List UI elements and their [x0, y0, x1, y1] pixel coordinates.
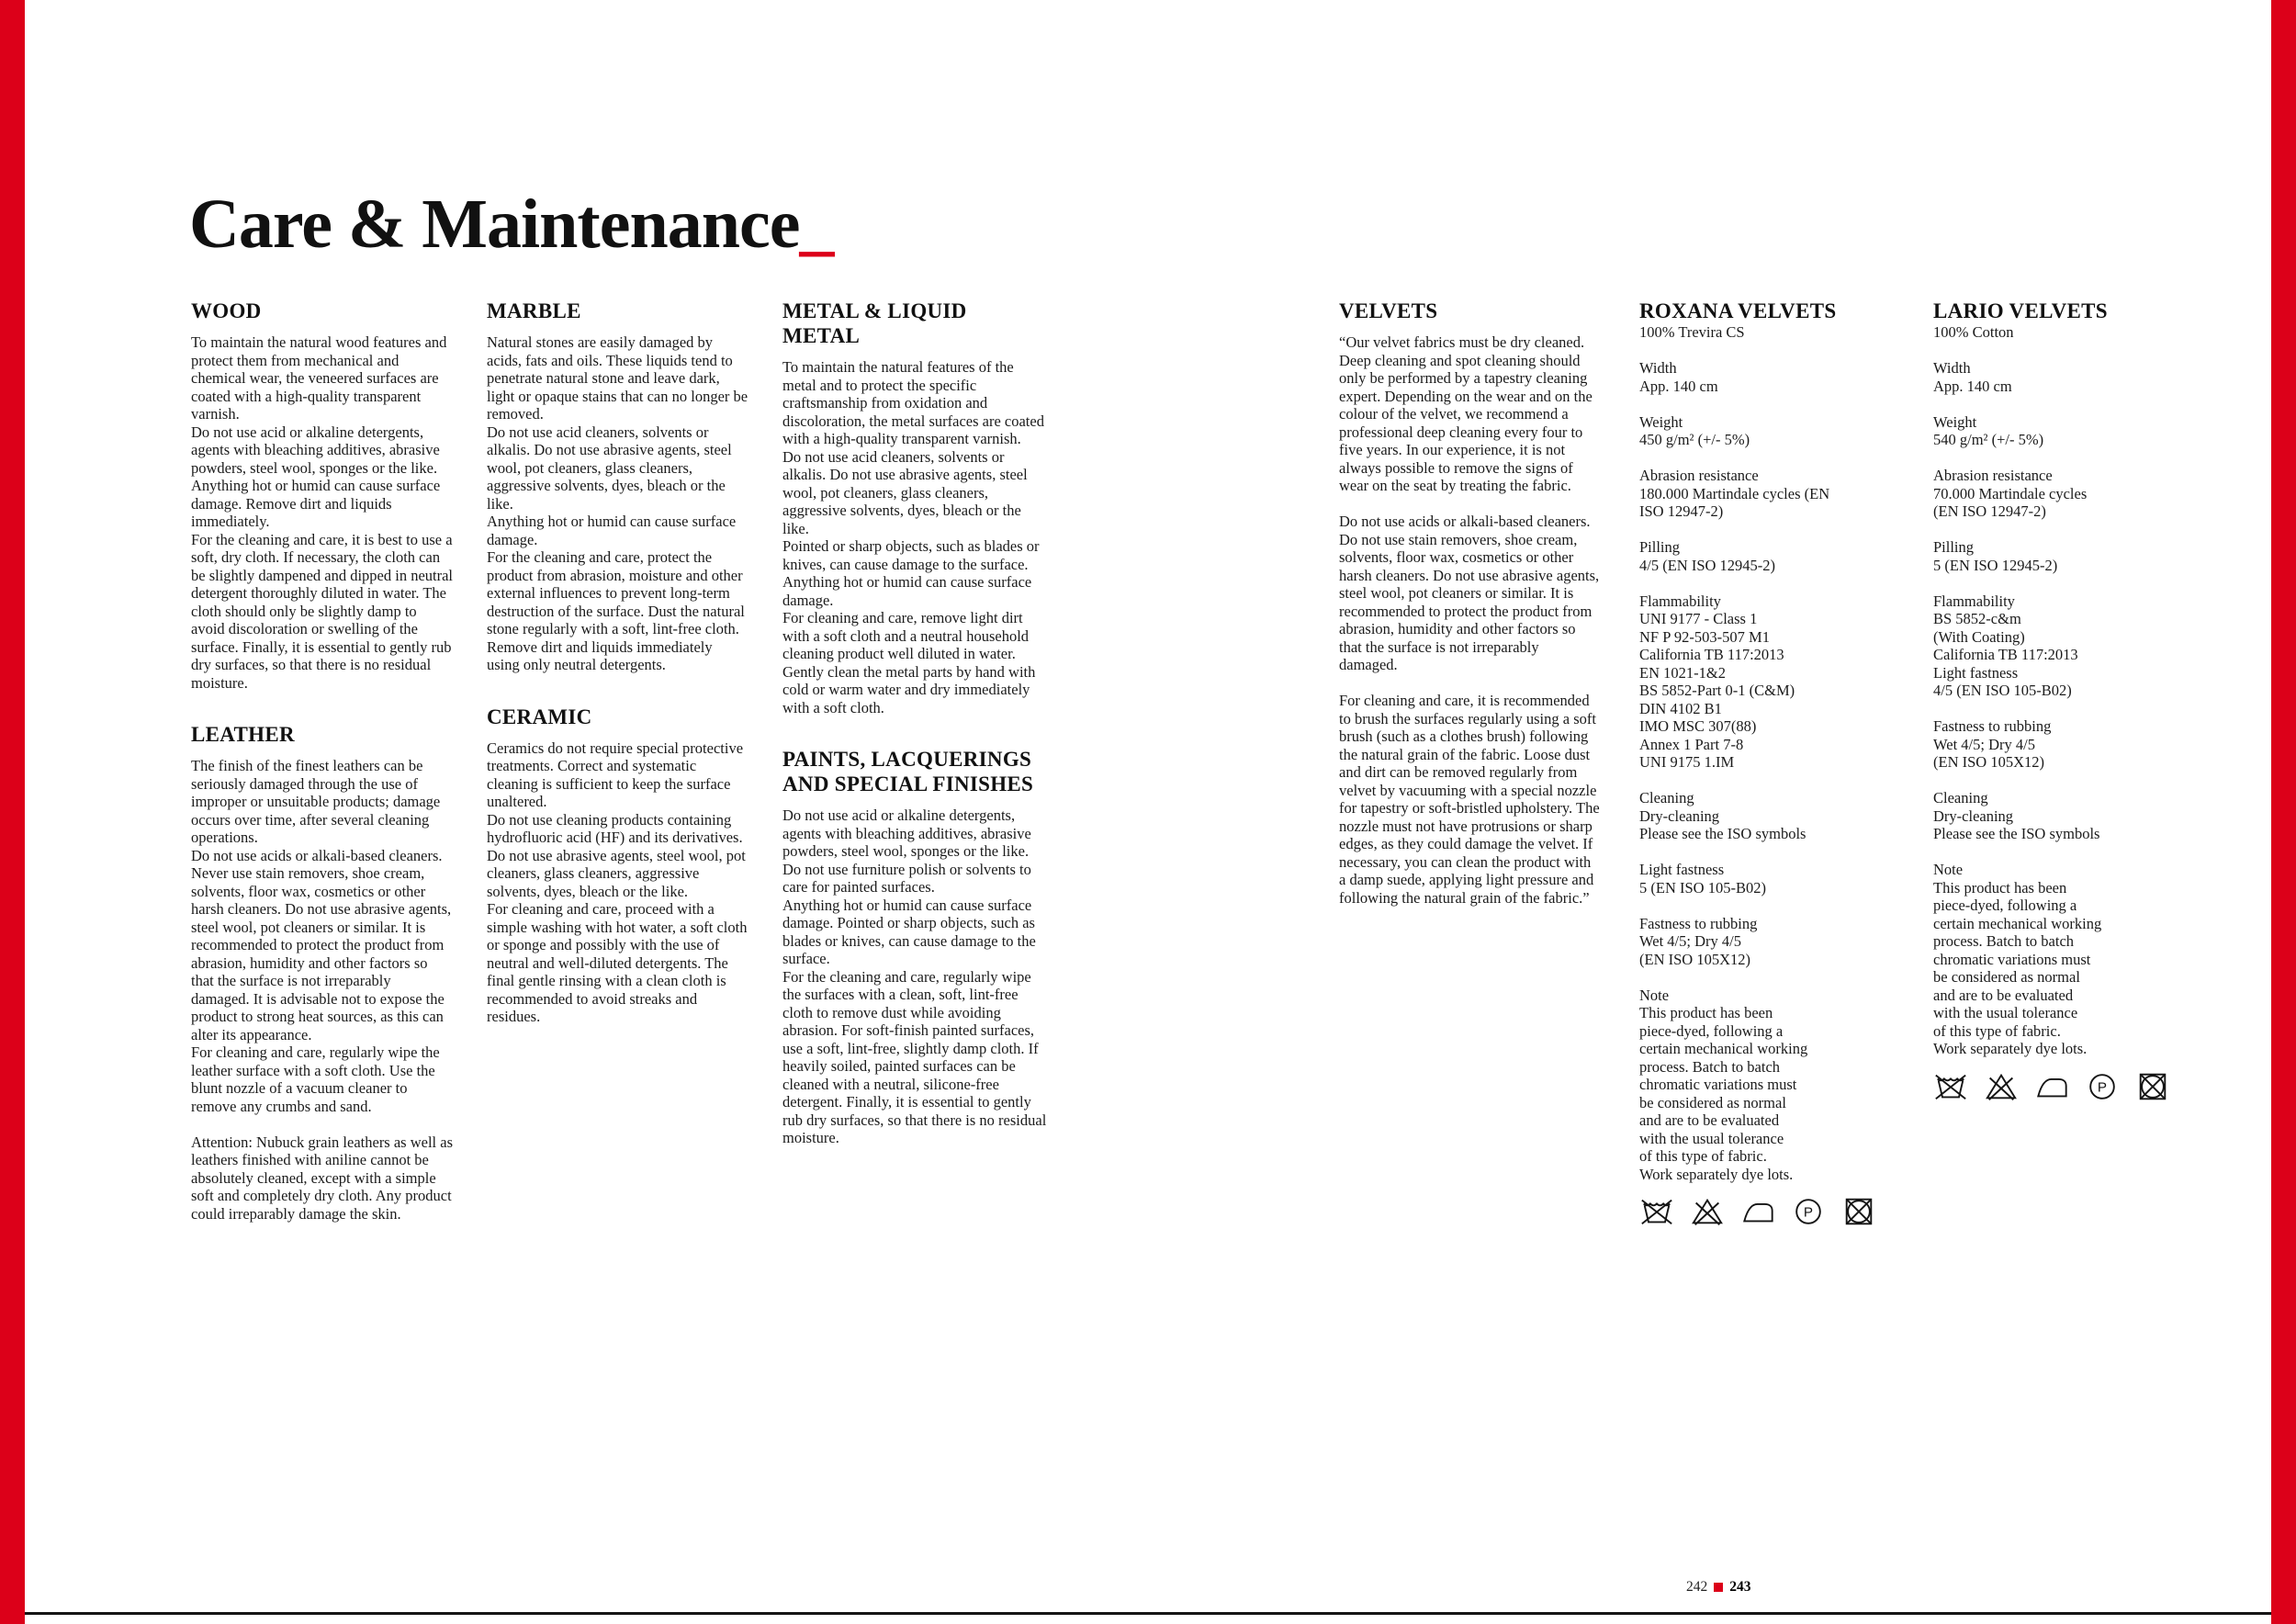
paragraph: Do not use cleaning products containing hydrofluoric acid (HF) and its derivatives. Do not use abrasive agents, steel wool, pot cleaners, glass cleaners, aggressive solvents, dyes, bleach or the like.: [487, 810, 746, 900]
paragraph: [1339, 495, 1601, 513]
spec-line: [1933, 449, 2204, 468]
spec-line: [1639, 574, 1898, 592]
spec-line: UNI 9177 - Class 1: [1639, 610, 1758, 627]
spec-line: Width: [1639, 359, 1677, 377]
spec-line: UNI 9175 1.IM: [1639, 753, 1735, 771]
spec-line: Pilling: [1639, 538, 1681, 556]
professional-dry-clean-p-icon: [2085, 1071, 2120, 1102]
spec-line: [1933, 574, 2204, 592]
page-number-right: 243: [1729, 1579, 1751, 1595]
do-not-tumble-dry-icon: [2135, 1071, 2170, 1102]
spec-line: Weight: [1639, 412, 1683, 431]
spec-line: Flammability: [1933, 592, 2015, 610]
spec-line: Note: [1639, 986, 1670, 1004]
paragraph: For cleaning and care, it is recommended to brush the surfaces regularly using a soft brush (such as a clothes brush) following the natural grain of the fabric. Loose dust and dirt can be removed regularly from velvet by vacuuming with a special nozzle for tapestry or soft-bristled upholstery. The nozzle must not have protrusions or sharp edges, as they could damage the velvet. If necessary, you can clean the product with a damp suede, applying light pressure and following the natural grain of the fabric.”: [1339, 692, 1600, 907]
spec-line: [1639, 342, 1898, 360]
paragraph: For cleaning and care, proceed with a simple washing with hot water, a soft cloth or sponge and possibly with the use of neutral and well-diluted detergents. The final gentle rinsing with a clean cloth is recommended to avoid streaks and residues.: [487, 900, 748, 1025]
heading-line: METAL & LIQUID: [782, 299, 967, 322]
spec-line: chromatic variations must: [1639, 1076, 1797, 1093]
roxana-specs: [1639, 323, 1898, 1183]
spec-line: [1933, 843, 2204, 862]
spec-line: 450 g/m² (+/- 5%): [1639, 431, 1750, 448]
spec-line: of this type of fabric.: [1933, 1021, 2061, 1040]
lario-specs: [1933, 323, 2204, 1058]
spec-line: Light fastness: [1933, 663, 2019, 682]
heading-line: AND SPECIAL FINISHES: [782, 773, 1034, 795]
section-leather: [191, 722, 453, 1223]
paragraph: Natural stones are easily damaged by acids, fats and oils. These liquids tend to penetrate natural stone and leave dark, light or opaque stains that can no longer be removed.: [487, 333, 748, 423]
column-marble-ceramic: [487, 299, 748, 1026]
spec-line: ISO 12947-2): [1639, 502, 1724, 520]
spec-line: Pilling: [1933, 538, 1975, 556]
paragraph: For cleaning and care, regularly wipe the leather surface with a soft cloth. Use the blunt nozzle of a vacuum cleaner to remove any crumbs and sand.: [191, 1043, 440, 1115]
section-roxana: [1639, 299, 1898, 1227]
iron-icon: [1740, 1196, 1775, 1227]
do-not-tumble-dry-icon: [1841, 1196, 1876, 1227]
column-roxana-velvets: [1639, 299, 1898, 1227]
spec-line: App. 140 cm: [1933, 377, 2012, 395]
paragraph: Do not use acids or alkali-based cleaners. Do not use stain removers, shoe cream, solvents, floor wax, cosmetics or other harsh cleaners. Do not use abrasive agents, steel wool, pot cleaners or similar. It is recommended to protect the product from abrasion, humidity and other factors so that the surface is not irreparably damaged.: [1339, 513, 1600, 673]
paragraph: For the cleaning and care, regularly wipe the surfaces with a clean, soft, lint-free cloth to remove dust while avoiding abrasion. For soft-finish painted surfaces, use a soft, lint-free, slightly damp cloth. If heavily soiled, painted surfaces can be cleaned with a neutral, silicone-free detergent. Finally, it is essential to gently rub dry surfaces, so that there is no residual moisture.: [782, 967, 1047, 1146]
spec-line: DIN 4102 B1: [1639, 699, 1722, 717]
spec-line: [1639, 897, 1898, 915]
spec-line: [1639, 449, 1898, 468]
paragraph: Do not use acid or alkaline detergents, agents with bleaching additives, abrasive powders, steel wool, sponges or the like. Anything hot or humid can cause surface damage. Remove dirt and liquids immediately.: [191, 423, 441, 530]
heading-line: METAL: [782, 324, 861, 347]
bottom-rule: [25, 1612, 2271, 1615]
wood-body: [191, 333, 453, 692]
left-red-edge-bar: [0, 0, 25, 1624]
paragraph: Do not use acid or alkaline detergents, agents with bleaching additives, abrasive powders, steel wool, sponges or the like. Do not use furniture polish or solvents to care for painted surfaces.: [782, 806, 1031, 896]
page-title: [189, 186, 833, 264]
professional-dry-clean-p-icon: [1791, 1196, 1826, 1227]
spec-line: Cleaning: [1639, 789, 1694, 806]
spec-line: Wet 4/5; Dry 4/5: [1639, 932, 1741, 950]
spec-line: [1639, 843, 1898, 862]
paragraph: Attention: Nubuck grain leathers as well as leathers finished with aniline cannot be absolutely cleaned, except with a simple soft and completely dry cloth. Any product could irreparably damage the skin.: [191, 1133, 454, 1223]
spec-line: Fastness to rubbing: [1639, 914, 1758, 932]
paragraph: For cleaning and care, remove light dirt with a soft cloth and a neutral household cleaning product well diluted in water. Gently clean the metal parts by hand with cold or warm water and dry immediately with a soft cloth.: [782, 609, 1036, 716]
spec-line: (EN ISO 105X12): [1639, 950, 1750, 968]
lario-heading: [1933, 299, 2204, 323]
paragraph: To maintain the natural features of the metal and to protect the specific craftsmanship from oxidation and discoloration, the metal surfaces are coated with a high-quality transparent varnish.: [782, 358, 1044, 447]
heading-line: CERAMIC: [487, 705, 592, 728]
red-square-icon: [1714, 1583, 1723, 1592]
spec-line: 5 (EN ISO 105-B02): [1639, 878, 1766, 897]
spec-line: NF P 92-503-507 M1: [1639, 627, 1770, 646]
spec-line: Note: [1933, 861, 1964, 878]
section-lario: [1933, 299, 2204, 1102]
spec-line: of this type of fabric.: [1639, 1147, 1767, 1165]
spec-line: Please see the ISO symbols: [1933, 825, 2100, 842]
paragraph: Anything hot or humid can cause surface damage.: [487, 513, 737, 548]
section-paints: [782, 747, 1051, 1147]
paragraph: [1339, 674, 1601, 693]
page-title-text: Care & Maintenance: [189, 185, 800, 263]
ceramic-body: [487, 739, 748, 1026]
spec-line: Width: [1933, 359, 1971, 377]
spec-line: Wet 4/5; Dry 4/5: [1933, 735, 2035, 753]
velvets-heading: [1339, 299, 1601, 323]
spec-line: Fastness to rubbing: [1933, 717, 2052, 735]
spec-line: 180.000 Martindale cycles (EN: [1639, 484, 1830, 502]
heading-line: LEATHER: [191, 723, 295, 746]
spec-line: piece-dyed, following a: [1933, 897, 2077, 914]
spec-line: Dry-cleaning: [1933, 806, 2014, 825]
spec-line: with the usual tolerance: [1639, 1129, 1784, 1147]
spec-line: with the usual tolerance: [1933, 1004, 2078, 1021]
spec-line: Abrasion resistance: [1639, 467, 1759, 484]
do-not-bleach-icon: [1984, 1071, 2019, 1102]
spec-line: This product has been: [1933, 878, 2067, 897]
spec-line: California TB 117:2013: [1639, 646, 1784, 663]
spec-line: [1639, 395, 1898, 413]
spec-line: Annex 1 Part 7-8: [1639, 735, 1744, 753]
heading-line: LARIO VELVETS: [1933, 299, 2108, 322]
section-metal: [782, 299, 1051, 716]
spec-line: BS 5852-Part 0-1 (C&M): [1639, 682, 1795, 699]
section-velvets: [1339, 299, 1601, 907]
spec-line: piece-dyed, following a: [1639, 1021, 1784, 1040]
spec-line: 5 (EN ISO 12945-2): [1933, 556, 2058, 574]
spec-line: and are to be evaluated: [1639, 1111, 1780, 1129]
paragraph: [191, 1115, 453, 1133]
roxana-care-icons: [1639, 1196, 1898, 1227]
title-red-underscore: _: [799, 185, 834, 263]
leather-body: [191, 757, 453, 1223]
do-not-wash-icon: [1933, 1071, 1968, 1102]
paragraph: Anything hot or humid can cause surface damage. Pointed or sharp objects, such as blades or knives, can cause damage to the surface.: [782, 896, 1036, 967]
spec-line: Work separately dye lots.: [1639, 1165, 1794, 1183]
spec-line: [1933, 395, 2204, 413]
marble-body: [487, 333, 748, 674]
spec-line: certain mechanical working: [1639, 1040, 1808, 1057]
heading-line: MARBLE: [487, 299, 581, 322]
iron-icon: [2034, 1071, 2069, 1102]
spec-line: Abrasion resistance: [1933, 467, 2053, 484]
wood-heading: [191, 299, 453, 323]
spec-line: be considered as normal: [1933, 968, 2080, 986]
right-red-edge-bar: [2271, 0, 2296, 1624]
spec-line: [1933, 521, 2204, 539]
section-wood: [191, 299, 453, 692]
spec-line: Flammability: [1639, 592, 1721, 610]
spec-line: Cleaning: [1933, 789, 1988, 806]
spec-line: [1933, 772, 2204, 790]
spec-line: 100% Cotton: [1933, 323, 2014, 341]
column-metal-paints: [782, 299, 1051, 1147]
paragraph: Do not use acid cleaners, solvents or alkalis. Do not use abrasive agents, steel wool, pot cleaners, glass cleaners, aggressive solvents, dyes, bleach or the like.: [782, 447, 1028, 537]
section-marble: [487, 299, 748, 674]
spec-line: IMO MSC 307(88): [1639, 717, 1757, 735]
lario-care-icons: [1933, 1071, 2204, 1102]
paragraph: For the cleaning and care, protect the product from abrasion, moisture and other external influences to prevent long-term destruction of the surface. Dust the natural stone regularly with a soft, lint-free cloth. Remove dirt and liquids immediately using only neutral detergents.: [487, 548, 745, 673]
spec-line: App. 140 cm: [1639, 377, 1718, 395]
spec-line: (EN ISO 12947-2): [1933, 502, 2046, 520]
spec-line: 540 g/m² (+/- 5%): [1933, 431, 2044, 448]
spec-line: process. Batch to batch: [1639, 1057, 1781, 1076]
paragraph: Ceramics do not require special protective treatments. Correct and systematic cleaning is sufficient to keep the surface unaltered.: [487, 739, 744, 810]
column-velvets: [1339, 299, 1601, 907]
spec-line: Please see the ISO symbols: [1639, 825, 1806, 842]
column-lario-velvets: [1933, 299, 2204, 1102]
page-numbers: [1686, 1579, 1751, 1596]
heading-line: WOOD: [191, 299, 262, 322]
spec-line: [1933, 342, 2204, 360]
spec-line: This product has been: [1639, 1004, 1773, 1021]
spec-line: Dry-cleaning: [1639, 806, 1720, 825]
spec-line: 4/5 (EN ISO 12945-2): [1639, 556, 1776, 574]
do-not-wash-icon: [1639, 1196, 1674, 1227]
paragraph: For the cleaning and care, it is best to use a soft, dry cloth. If necessary, the cloth can be slightly dampened and dipped in neutral detergent thoroughly diluted in water. The cloth should only be slightly damp to avoid discoloration or swelling of the surface. Finally, it is essential to gently rub dry surfaces, so that there is no residual moisture.: [191, 530, 454, 692]
heading-line: ROXANA VELVETS: [1639, 299, 1837, 322]
spec-line: [1639, 968, 1898, 987]
spec-line: (EN ISO 105X12): [1933, 753, 2044, 771]
spec-line: Weight: [1933, 412, 1977, 431]
paragraph: The finish of the finest leathers can be seriously damaged through the use of improper or unsuitable products; damage occurs over time, after several cleaning operations.: [191, 757, 441, 846]
do-not-bleach-icon: [1690, 1196, 1725, 1227]
spec-line: [1639, 772, 1898, 790]
heading-line: PAINTS, LACQUERINGS: [782, 748, 1032, 771]
section-ceramic: [487, 705, 748, 1026]
spec-line: [1639, 521, 1898, 539]
spec-line: 4/5 (EN ISO 105-B02): [1933, 682, 2072, 699]
spec-line: 100% Trevira CS: [1639, 323, 1745, 341]
heading-line: VELVETS: [1339, 299, 1438, 322]
paragraph: Do not use acids or alkali-based cleaners. Never use stain removers, shoe cream, solvents, floor wax, cosmetics or other harsh cleaners. Do not use abrasive agents, steel wool, pot cleaners or similar. It is recommended to protect the product from abrasion, humidity and other factors so that the surface is not irreparably damaged. It is advisable not to expose the product to strong heat sources, as this can alter its appearance.: [191, 846, 452, 1043]
velvets-body: [1339, 333, 1601, 907]
paragraph: Pointed or sharp objects, such as blades or knives, can cause damage to the surface. Anything hot or humid can cause surface damage.: [782, 537, 1040, 609]
column-wood-leather: [191, 299, 453, 1223]
metal-body: [782, 358, 1051, 716]
spec-line: (With Coating): [1933, 627, 2025, 646]
paints-heading: [782, 747, 1051, 796]
spec-line: certain mechanical working: [1933, 914, 2102, 932]
spec-line: process. Batch to batch: [1933, 932, 2075, 950]
spec-line: BS 5852-c&m: [1933, 610, 2021, 627]
ceramic-heading: [487, 705, 748, 729]
spec-line: be considered as normal: [1639, 1093, 1786, 1111]
marble-heading: [487, 299, 748, 323]
metal-heading: [782, 299, 1051, 348]
leather-heading: [191, 722, 453, 747]
paragraph: Do not use acid cleaners, solvents or alkalis. Do not use abrasive agents, steel wool, pot cleaners, glass cleaners, aggressive solvents, dyes, bleach or the like.: [487, 423, 732, 513]
spec-line: chromatic variations must: [1933, 950, 2091, 968]
spec-line: 70.000 Martindale cycles: [1933, 484, 2088, 502]
spec-line: EN 1021-1&2: [1639, 663, 1726, 682]
spec-line: [1933, 700, 2204, 718]
page-number-left: 242: [1686, 1579, 1708, 1595]
spec-line: and are to be evaluated: [1933, 986, 2074, 1004]
paragraph: “Our velvet fabrics must be dry cleaned. Deep cleaning and spot cleaning should only be performed by a tapestry cleaning expert. Depending on the wear and on the colour of the velvet, we recommend a professional deep cleaning every four to five years. In our experience, it is not always possible to remove the signs of wear on the seat by treating the fabric.: [1339, 333, 1593, 494]
spec-line: Light fastness: [1639, 861, 1725, 878]
paints-body: [782, 806, 1051, 1147]
spec-line: California TB 117:2013: [1933, 646, 2078, 663]
roxana-heading: [1639, 299, 1898, 323]
spec-line: Work separately dye lots.: [1933, 1040, 2088, 1057]
paragraph: To maintain the natural wood features and protect them from mechanical and chemical wear, the veneered surfaces are coated with a high-quality transparent varnish.: [191, 333, 447, 423]
